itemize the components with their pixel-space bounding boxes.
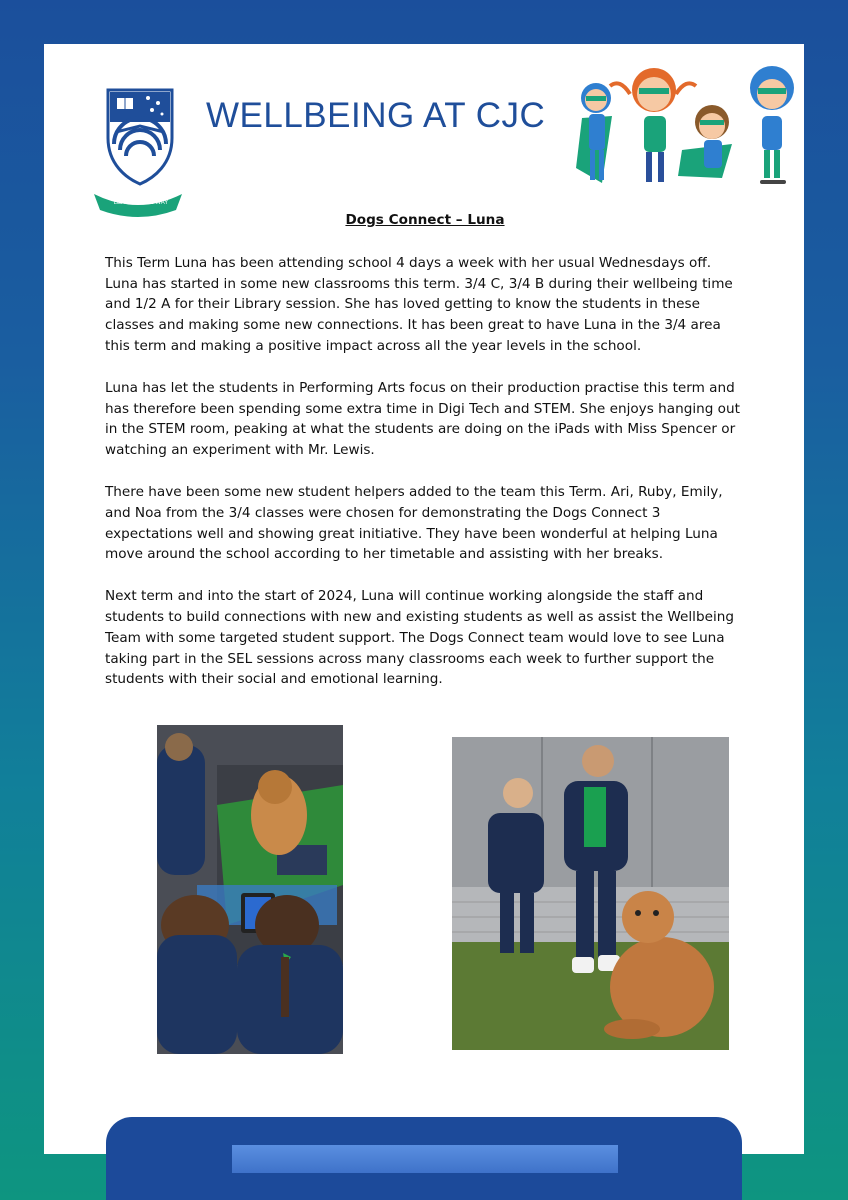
two-boys-with-dog-photo (452, 737, 729, 1050)
article-paragraph: Luna has let the students in Performing Arts focus on their production practise this term and has therefore been spending some extra time in Digi Tech and STEM. She enjoys hanging out in the STEM room, peaking at what the students are doing on the iPads with Miss Spencer or watching an experiment with Mr. Lewis. (105, 379, 740, 459)
page-title: WELLBEING AT CJC (206, 96, 546, 135)
article-heading: Dogs Connect – Luna (345, 212, 505, 228)
kids-superheroes-illustration (572, 58, 802, 190)
article (105, 210, 745, 711)
article-paragraph: There have been some new student helpers added to the team this Term. Ari, Ruby, Emily, and Noa from the 3/4 classes were chosen for demonstrating the Dogs Connect 3 expectations well and showing great initiative. They have been wonderful at helping Luna move around the school according to her timetable and assisting with her breaks. (105, 483, 723, 563)
footer-band (106, 1117, 742, 1200)
students-with-dog-classroom-photo (157, 725, 343, 1054)
article-paragraph: Next term and into the start of 2024, Luna will continue working alongside the staff and students to build connections with new and existing students as well as assist the Wellbeing Team with some targeted student support. The Dogs Connect team would love to see Luna taking part in the SEL sessions across many classrooms each week to further support the students with their social and emotional learning. (105, 588, 734, 688)
newsletter-page (44, 44, 804, 1154)
footer-bar (232, 1145, 618, 1173)
crest-motto: LEADING THE WAY (113, 200, 169, 206)
article-paragraph: This Term Luna has been attending school 4 days a week with her usual Wednesdays off. Luna has started in some new classrooms this term. 3/4 C, 3/4 B during their wellbeing time and 1/2 A for their Library session. She has loved getting to know the students in these classes and making some new connections. It has been great to have Luna in the 3/4 area this term and making a positive impact across all the year levels in the school. (105, 254, 733, 354)
school-crest-icon (92, 86, 184, 218)
